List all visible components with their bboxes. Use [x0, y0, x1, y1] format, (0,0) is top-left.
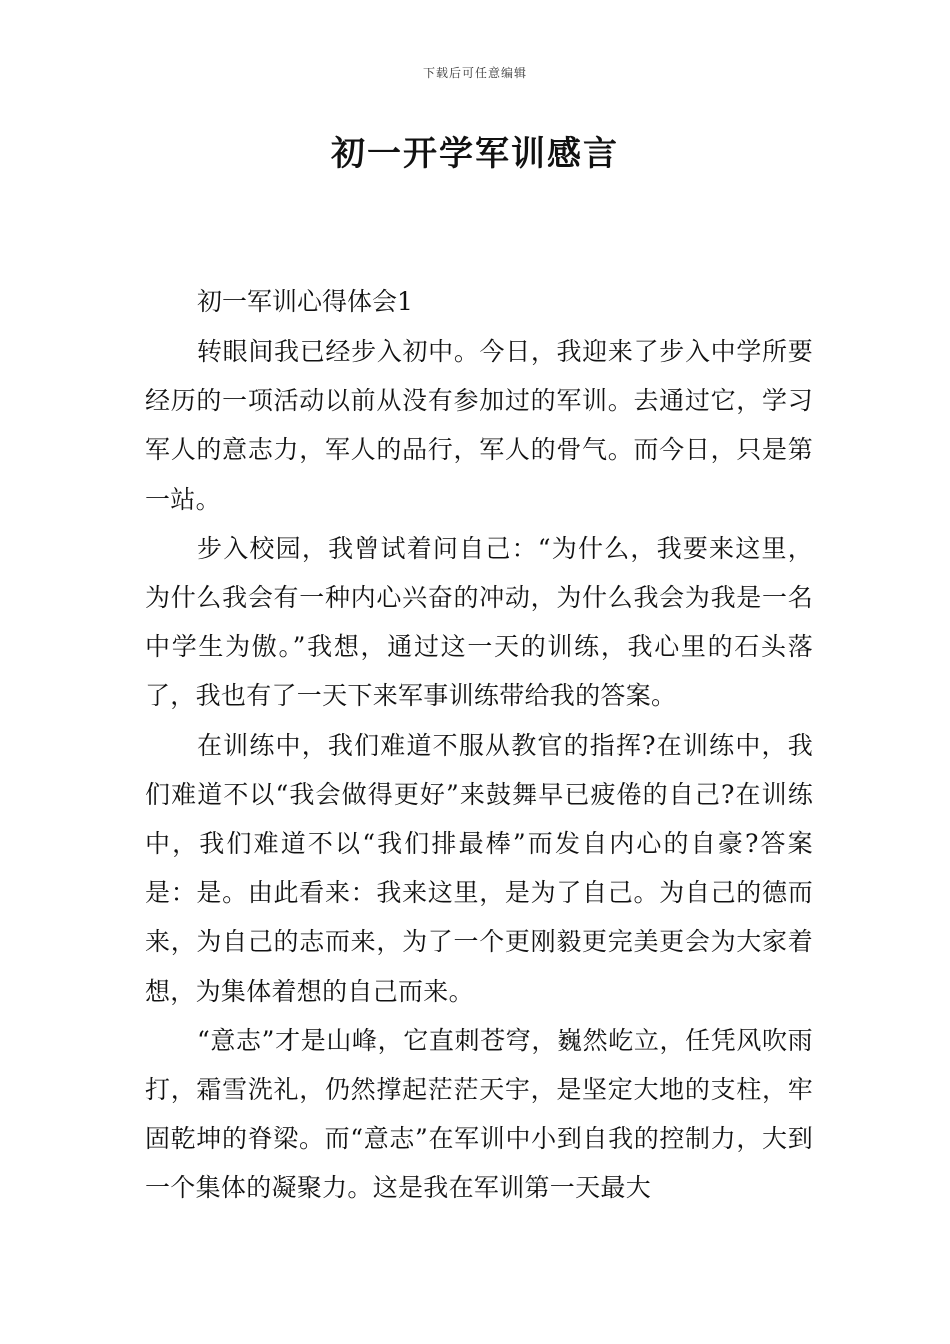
paragraph-3: 在训练中，我们难道不服从教官的指挥?在训练中，我们难道不以“我会做得更好”来鼓舞早已疲倦的自己?在训练中，我们难道不以“我们排最棒”而发自内心的自豪?答案是：是。由此看来：我来这里，是为了自己。为自己的德而来，为自己的志而来，为了一个更刚毅更完美更会为大家着想，为集体着想的自己而来。	[145, 730, 813, 1006]
paragraph-1: 转眼间我已经步入初中。今日，我迎来了步入中学所要经历的一项活动以前从没有参加过的军训。去通过它，学习军人的意志力，军人的品行，军人的骨气。而今日，只是第一站。	[145, 337, 813, 514]
header-note: 下载后可任意编辑	[422, 66, 527, 80]
document-body	[145, 278, 813, 1213]
section-heading: 初一军训心得体会1	[197, 287, 413, 316]
paragraph-2: 步入校园，我曾试着问自己：“为什么，我要来这里，为什么我会有一种内心兴奋的冲动，为什么我会为我是一名中学生为傲。”我想，通过这一天的训练，我心里的石头落了，我也有了一天下来军事训练带给我的答案。	[145, 533, 813, 711]
paragraph-4: “意志”才是山峰，它直刺苍穹，巍然屹立，任凭风吹雨打，霜雪洗礼，仍然撑起茫茫天宇，是坚定大地的支柱，牢固乾坤的脊梁。而“意志”在军训中小到自我的控制力，大到一个集体的凝聚力。这是我在军训第一天最大	[145, 1025, 813, 1203]
document-title: 初一开学军训感言	[331, 134, 619, 174]
